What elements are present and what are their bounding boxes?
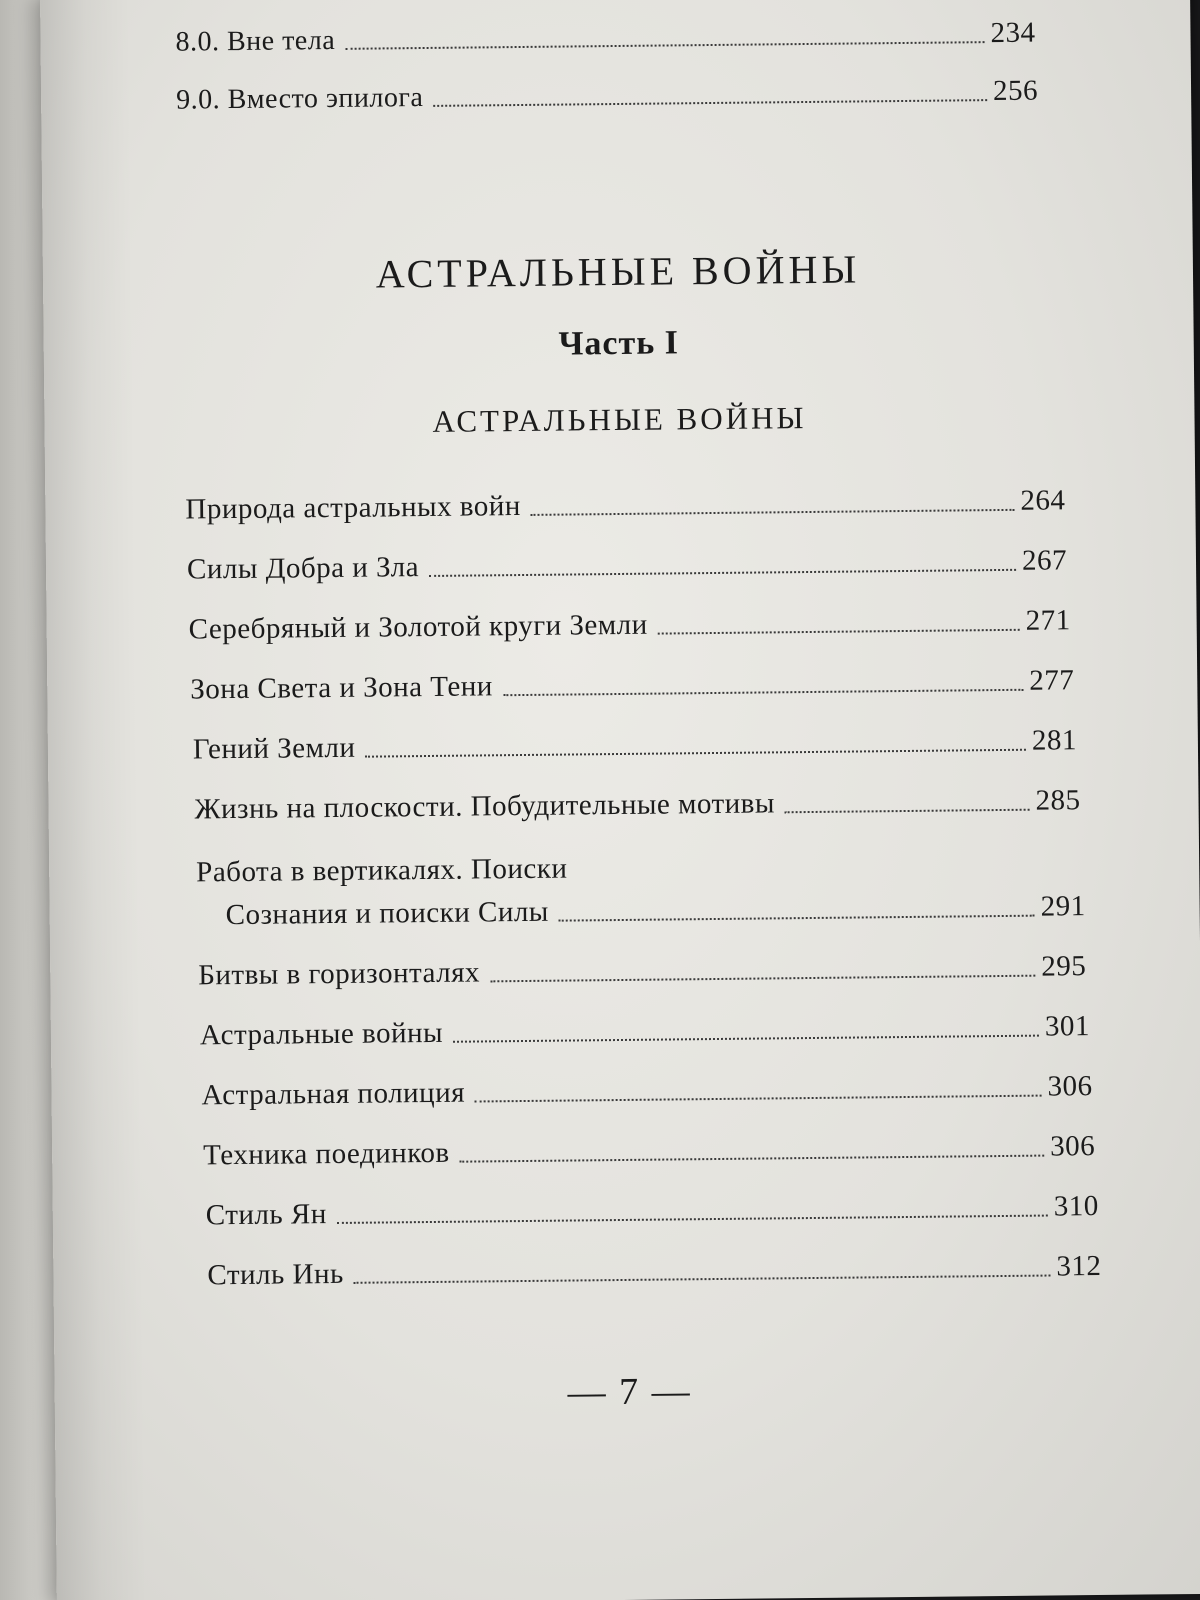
toc-leader-dots xyxy=(559,913,1035,921)
toc-entry-page: 281 xyxy=(1031,724,1078,757)
toc-entry xyxy=(225,889,1085,933)
toc-entry-page: 271 xyxy=(1025,604,1071,637)
toc-entry-label: 9.0. Вместо эпилога xyxy=(175,82,424,116)
toc-entry xyxy=(188,603,1070,647)
toc-entry xyxy=(201,1069,1092,1113)
toc-entry-page: 234 xyxy=(990,16,1036,50)
toc-leader-dots xyxy=(503,688,1023,696)
table-of-contents xyxy=(40,0,1200,1600)
toc-leader-dots xyxy=(658,628,1020,635)
toc-entry-page: 312 xyxy=(1056,1249,1102,1283)
toc-leader-dots xyxy=(345,40,984,50)
toc-entry-page: 301 xyxy=(1044,1010,1091,1043)
toc-entry-label: Силы Добра и Зла xyxy=(186,551,420,586)
toc-entry-label: Астральная полиция xyxy=(201,1076,466,1112)
part-heading: Часть I xyxy=(558,324,680,363)
toc-entry-8-0 xyxy=(175,16,1035,60)
section-title: АСТРАЛЬНЫЕ ВОЙНЫ xyxy=(375,246,861,297)
toc-leader-dots xyxy=(475,1093,1042,1102)
toc-leader-dots xyxy=(490,973,1035,982)
part-subtitle: АСТРАЛЬНЫЕ ВОЙНЫ xyxy=(432,400,807,439)
toc-entry-page: 267 xyxy=(1021,544,1068,577)
toc-entry-label: Зона Света и Зона Тени xyxy=(190,670,493,706)
toc-entry xyxy=(194,783,1080,827)
toc-entry-label: Стиль Ян xyxy=(205,1198,327,1232)
toc-entry xyxy=(187,543,1067,587)
toc-entry-label: Стиль Инь xyxy=(207,1257,344,1292)
toc-entry-label: Сознания и поиски Силы xyxy=(225,895,550,932)
toc-entry xyxy=(185,483,1065,527)
toc-entry-label: Природа астральных войн xyxy=(185,490,521,526)
toc-leader-dots xyxy=(365,748,1026,758)
toc-entry xyxy=(206,1189,1099,1233)
toc-entry xyxy=(200,1009,1090,1053)
toc-entry-9-0 xyxy=(176,74,1038,118)
toc-leader-dots xyxy=(785,808,1030,814)
toc-entry-label: Жизнь на плоскости. Побудительные мотивы xyxy=(194,787,776,826)
toc-entry-label: Серебряный и Золотой круги Земли xyxy=(188,608,648,646)
toc-entry-label: Гений Земли xyxy=(192,731,356,766)
toc-entry-label: Битвы в горизонталях xyxy=(198,956,481,992)
toc-entry xyxy=(190,663,1074,707)
toc-leader-dots xyxy=(433,98,987,107)
toc-leader-dots xyxy=(354,1273,1051,1283)
page-number: — 7 — xyxy=(567,1370,692,1414)
toc-leader-dots xyxy=(460,1153,1045,1162)
toc-entry-label: Астральные войны xyxy=(199,1016,444,1052)
toc-entry xyxy=(207,1249,1101,1293)
toc-entry-page: 256 xyxy=(992,74,1039,108)
toc-entry-page: 264 xyxy=(1020,484,1066,517)
toc-entry-page: 291 xyxy=(1040,890,1086,923)
toc-leader-dots xyxy=(429,568,1016,577)
toc-entry-page: 295 xyxy=(1041,950,1087,983)
toc-entry-label: 8.0. Вне тела xyxy=(175,25,336,58)
toc-entry-page: 306 xyxy=(1047,1070,1093,1103)
book-page xyxy=(40,0,1200,1600)
toc-entry-page: 285 xyxy=(1035,784,1081,817)
toc-entry-first-line: Работа в вертикалях. Поиски xyxy=(196,852,568,889)
toc-entry-page: 310 xyxy=(1053,1190,1099,1223)
toc-leader-dots xyxy=(453,1033,1039,1042)
toc-entry-page: 277 xyxy=(1029,664,1075,697)
toc-leader-dots xyxy=(337,1213,1048,1223)
toc-entry xyxy=(198,949,1086,993)
toc-entry-label: Техника поединков xyxy=(203,1136,450,1172)
toc-leader-dots xyxy=(531,508,1015,516)
toc-entry xyxy=(203,1129,1095,1173)
toc-entry xyxy=(193,723,1077,767)
toc-entry-page: 306 xyxy=(1049,1130,1096,1163)
